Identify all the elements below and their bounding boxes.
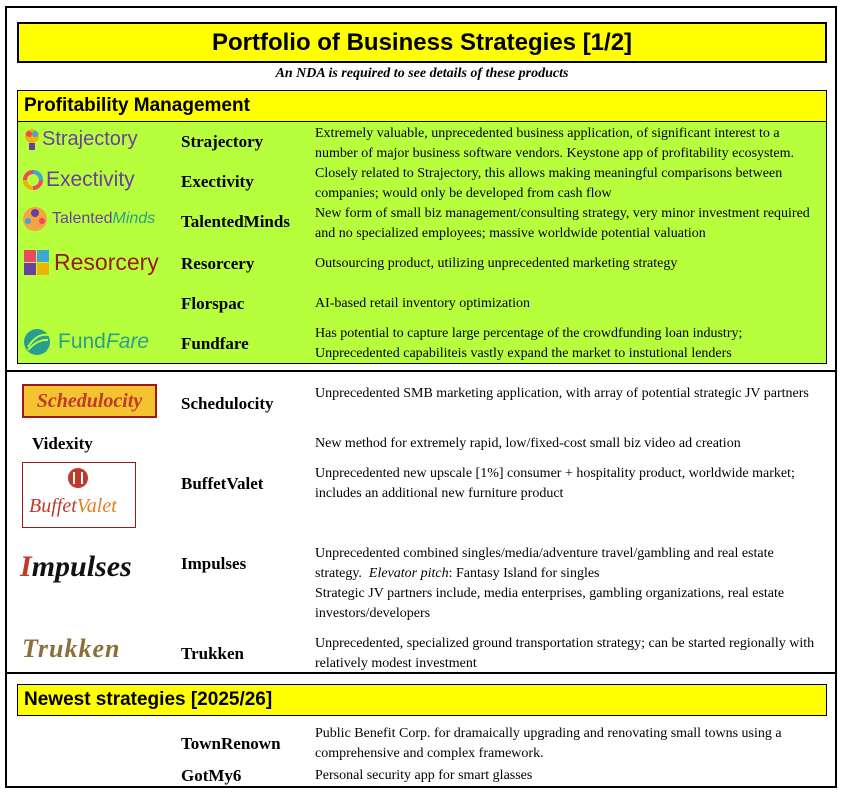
divider [5, 370, 837, 372]
product-desc-buffetvalet: Unprecedented new upscale [1%] consumer + hospitality product, worldwide market; includes an additional new furniture product [315, 466, 795, 501]
product-name-schedulocity: Schedulocity [181, 394, 274, 413]
ring-icon [22, 168, 44, 192]
trukken-logo: Trukken [22, 634, 121, 663]
product-desc-townrenown: Public Benefit Corp. for dramaically upgrading and renovating small towns using a comprehensive and complex framework. [315, 726, 782, 761]
product-desc-florspac: AI-based retail inventory optimization [315, 296, 530, 311]
product-desc-fundfare: Has potential to capture large percentage of the crowdfunding loan industry; Unprecedented capabiliteis vastly expand the market to instutional lenders [315, 326, 743, 361]
product-desc-trukken: Unprecedented, specialized ground transportation strategy; can be started regionally with relatively modest investment [315, 636, 815, 671]
product-name-impulses: Impulses [181, 554, 247, 573]
product-desc-talentedminds: New form of small biz management/consulting strategy, very minor investment required and no specialized employees; massive worldwide potential valuation [315, 206, 810, 241]
people-icon [20, 203, 50, 235]
product-name-buffetvalet: BuffetValet [181, 474, 264, 493]
puzzle-icon [22, 248, 52, 278]
product-name-strajectory: Strajectory [181, 132, 264, 151]
cutlery-icon [63, 466, 93, 490]
schedulocity-logo: Schedulocity [22, 384, 157, 418]
product-desc-resorcery: Outsourcing product, utilizing unprecedented marketing strategy [315, 256, 678, 271]
nda-note: An NDA is required to see details of these products [275, 66, 569, 81]
product-name-exectivity: Exectivity [181, 172, 254, 191]
product-name-resorcery: Resorcery [181, 254, 255, 273]
product-desc-strajectory: Extremely valuable, unprecedented business application, of significant interest to a number of major business software vendors. Keystone app of profitability ecosystem. [315, 126, 795, 161]
product-desc-exectivity: Closely related to Strajectory, this allows making meaningful comparisons between companies; would only be developed from cash flow [315, 166, 783, 201]
product-desc-schedulocity: Unprecedented SMB marketing application, with array of potential strategic JV partners [315, 386, 809, 401]
product-name-townrenown: TownRenown [181, 734, 281, 753]
buffetvalet-logo: BuffetValet [22, 462, 136, 528]
product-name-florspac: Florspac [181, 294, 245, 313]
product-desc-videxity: New method for extremely rapid, low/fixed-cost small biz video ad creation [315, 436, 741, 451]
product-name-gotmy6: GotMy6 [181, 766, 242, 785]
page-title: Portfolio of Business Strategies [1/2] [17, 22, 827, 63]
product-name-trukken: Trukken [181, 644, 244, 663]
section-header-profitability: Profitability Management [17, 90, 827, 122]
product-name-fundfare: Fundfare [181, 334, 249, 353]
product-desc-impulses: Unprecedented combined singles/media/adventure travel/gambling and real estate strategy. Elevator pitch: Fantasy Island for singles Strategic JV partners include, media enterprises, gambling organizations, real estate investors/developers [315, 546, 785, 621]
impulses-logo-text: mpulses [31, 550, 132, 583]
impulses-logo: Impulses [20, 550, 132, 583]
product-desc-gotmy6: Personal security app for smart glasses [315, 768, 533, 783]
leaf-icon [22, 327, 54, 357]
section-header-newest: Newest strategies [2025/26] [17, 684, 827, 716]
product-name-talentedminds: TalentedMinds [181, 212, 290, 231]
product-name-videxity: Videxity [32, 434, 93, 453]
